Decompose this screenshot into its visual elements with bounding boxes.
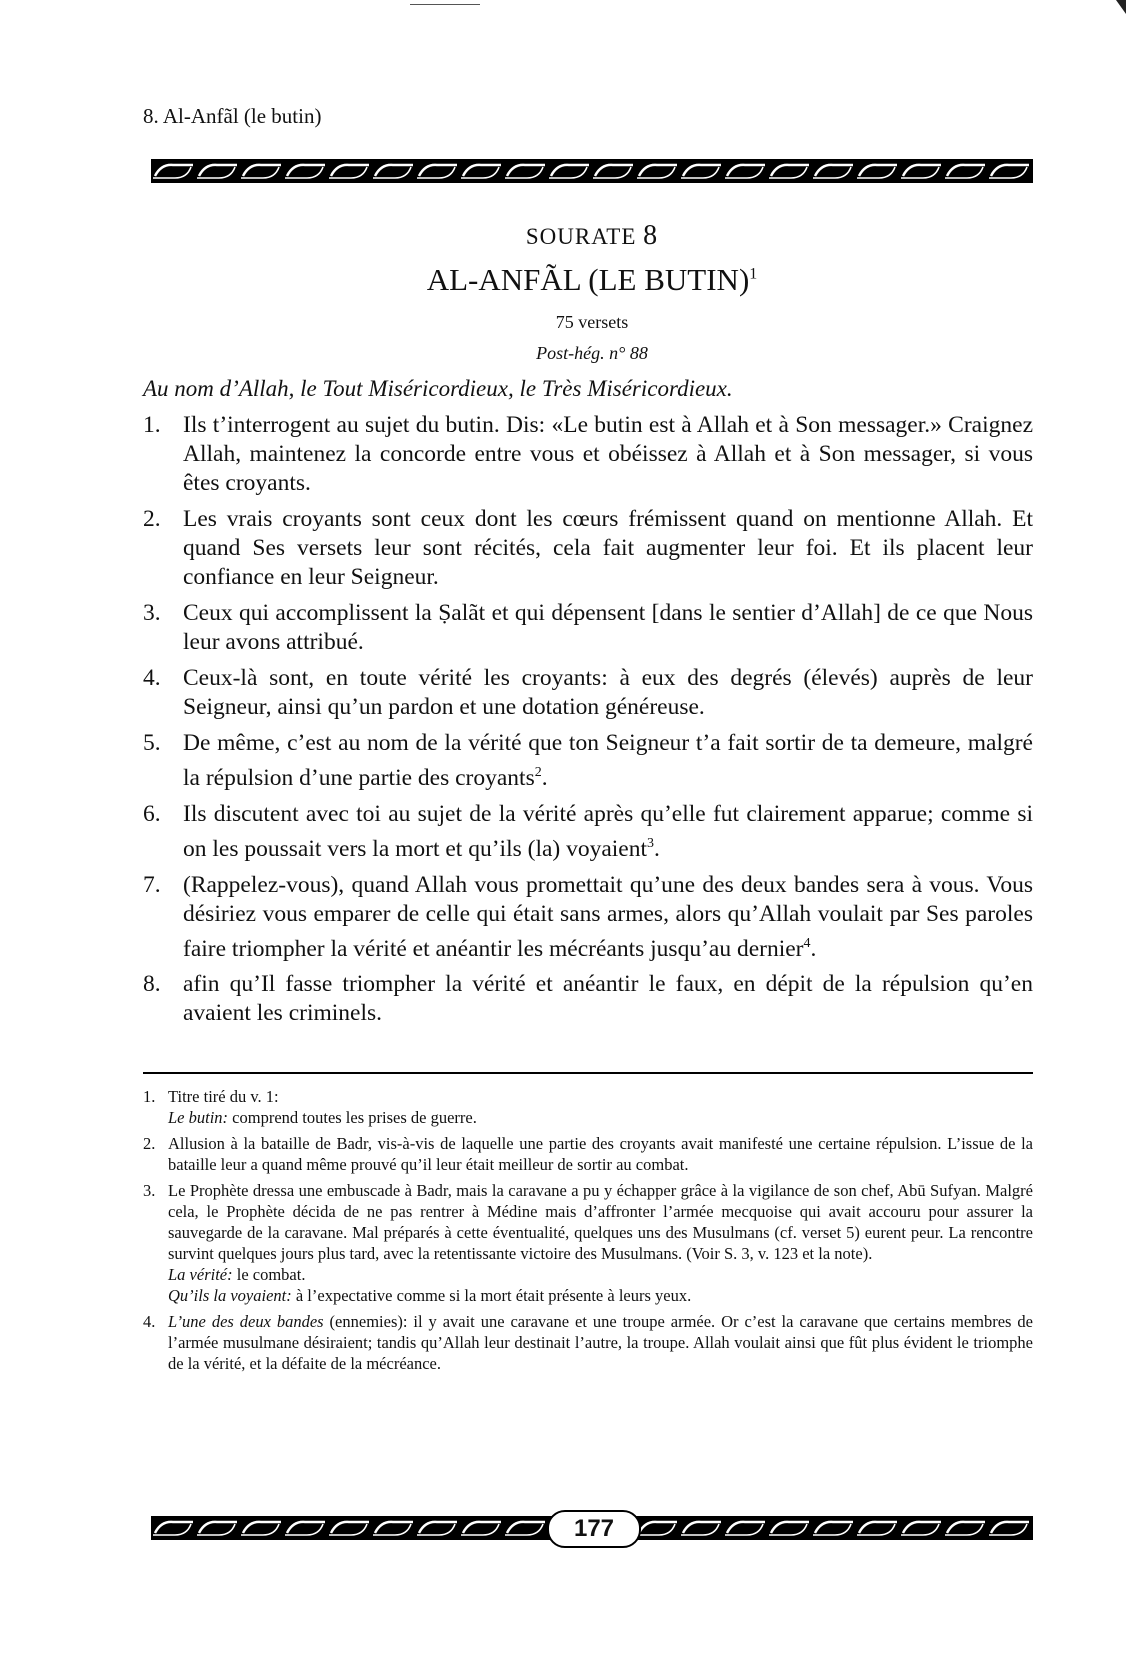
verse-7: [143, 871, 1033, 964]
verse-text: afin qu’Il fasse triompher la vérité et anéantir le faux, en dépit de la répulsion qu’en avaient les criminels.: [183, 971, 1033, 1027]
footnote-rest: à l’expectative comme si la mort était présente à leurs yeux.: [291, 1286, 692, 1305]
page-number: 177: [547, 1510, 641, 1548]
footnote-number: 3.: [143, 1181, 156, 1200]
verse-tail: .: [810, 935, 817, 962]
verse-text: [183, 729, 1033, 793]
footnote-text: [168, 1311, 1033, 1374]
footnote-text: [168, 1086, 1033, 1128]
footnote-line: [168, 1264, 1033, 1285]
footnote-paragraph: Le Prophète dressa une embuscade à Badr, mais la caravane a pu y échapper grâce à la vigilance de son chef, Abū Sufyan. Malgré cela, le Prophète décida de ne pas rentrer à Médine mais d’affronter l’armée mecquoise qui avait accouru pour assurer la sauvegarde de la caravane. Mal préparés à cette éventualité, quelques uns des Musulmans (cf. verset 5) eurent peur. La rencontre survint quelques jours plus tard, avec la retentissante victoire des Musulmans. (Voir S. 3, v. 123 et la note).: [168, 1181, 1033, 1263]
sourate-number: 8: [643, 220, 659, 251]
footnote-line: Titre tiré du v. 1:: [168, 1087, 279, 1106]
verse-text: Les vrais croyants sont ceux dont les cœurs frémissent quand on mentionne Allah. Et quand Ses versets leur sont récités, cela fait augmenter leur foi. Et ils placent leur confiance en leur Seigneur.: [183, 506, 1033, 590]
verse-text: Ceux qui accomplissent la Ṣalãt et qui dépensent [dans le sentier d’Allah] de ce que Nous leur avons attribué.: [183, 600, 1033, 655]
verse-number: 6.: [143, 800, 161, 827]
decorative-band-top: [151, 159, 1033, 183]
verse-text: Ils t’interrogent au sujet du butin. Dis: «Le butin est à Allah et à Son messager.» Craignez Allah, maintenez la concorde entre vous et obéissez à Allah et à Son messager, si vous êtes croyants.: [183, 412, 1033, 496]
surah-title-note: 1: [749, 265, 758, 283]
top-rule: [410, 4, 480, 5]
verse-number: 7.: [143, 871, 161, 898]
chain-pattern-top: [151, 159, 1033, 183]
bismillah: Au nom d’Allah, le Tout Miséricordieux, le Très Miséricordieux.: [143, 376, 733, 401]
verse-text: [183, 800, 1033, 864]
verse-body: De même, c’est au nom de la vérité que ton Seigneur t’a fait sortir de ta demeure, malgré la répulsion d’une partie des croyants: [183, 730, 1033, 791]
verse-tail: .: [541, 764, 548, 791]
footnote-rest: comprend toutes les prises de guerre.: [228, 1108, 477, 1127]
footnote-number: 1.: [143, 1087, 156, 1106]
footnote-divider: [143, 1072, 1033, 1074]
footnote-ref: 4: [803, 935, 811, 951]
footnote-text: Allusion à la bataille de Badr, vis-à-vis de laquelle une partie des croyants avait manifesté une certaine répulsion. L’issue de la bataille leur a quand même prouvé qu’il leur était meilleur de sortir au combat.: [168, 1134, 1033, 1174]
corner-mark: [1116, 0, 1126, 14]
footnote-3: [143, 1180, 1033, 1306]
verse-text: Ceux-là sont, en toute vérité les croyants: à eux des degrés (élevés) auprès de leur Seigneur, ainsi qu’un pardon et une dotation généreuse.: [183, 665, 1033, 720]
verse-text: [183, 871, 1033, 964]
footnote-number: 2.: [143, 1134, 156, 1153]
footnote-term: Le butin:: [168, 1108, 229, 1127]
footnote-number: 4.: [143, 1312, 156, 1331]
verse-number: 1.: [143, 412, 161, 438]
running-head: 8. Al-Anfãl (le butin): [143, 104, 322, 128]
verse-count: 75 versets: [555, 312, 629, 332]
period: Post-hég. n° 88: [536, 343, 648, 363]
footnote-term: La vérité:: [168, 1265, 233, 1284]
surah-title: [151, 262, 1033, 298]
verse-2: [143, 505, 1033, 592]
verse-tail: .: [654, 835, 660, 862]
verse-4: [143, 664, 1033, 722]
footnotes: [143, 1086, 1033, 1379]
verse-6: [143, 800, 1033, 864]
verse-list: [143, 411, 1033, 1035]
verse-body: Ils discutent avec toi au sujet de la vérité après qu’elle fut clairement apparue; comme si on les poussait vers la mort et qu’ils (la) voyaient: [183, 800, 1033, 862]
footnote-ref: 2: [534, 765, 542, 780]
verse-number: 8.: [143, 971, 161, 998]
footnote-line: [168, 1285, 1033, 1306]
footnote-4: [143, 1311, 1033, 1374]
verse-number: 2.: [143, 506, 161, 532]
verse-number: 4.: [143, 665, 161, 691]
sourate-label: [151, 220, 1033, 252]
footnote-line: [168, 1107, 1033, 1128]
verse-5: [143, 729, 1033, 793]
footnote-1: [143, 1086, 1033, 1128]
footnote-term: L’une des deux bandes: [168, 1312, 324, 1331]
footnote-term: Qu’ils la voyaient:: [168, 1286, 292, 1305]
verse-3: [143, 599, 1033, 657]
footnote-rest: le combat.: [232, 1265, 306, 1284]
footnote-2: [143, 1133, 1033, 1175]
footnote-ref: 3: [647, 835, 655, 851]
sourate-word: SOURATE: [525, 224, 637, 249]
footnote-text: [168, 1180, 1033, 1306]
surah-title-text: AL-ANFÃL (LE BUTIN): [426, 262, 750, 297]
verse-number: 3.: [143, 600, 161, 626]
verse-1: [143, 411, 1033, 498]
footnote-rest: (ennemies): il y avait une caravane et une troupe armée. Or c’est la caravane que certains membres de l’armée musulmane désiraient; tandis qu’Allah leur destinait l’autre, la troupe. Allah voulait ainsi que fût plus évident le triomphe de la vérité, et la défaite de la mécréance.: [168, 1312, 1033, 1373]
verse-8: [143, 970, 1033, 1028]
verse-number: 5.: [143, 730, 161, 756]
verse-body: (Rappelez-vous), quand Allah vous promettait qu’une des deux bandes sera à vous. Vous désiriez vous emparer de celle qui était sans armes, alors qu’Allah voulait par Ses paroles faire triompher la vérité et anéantir les mécréants jusqu’au dernier: [183, 871, 1033, 962]
